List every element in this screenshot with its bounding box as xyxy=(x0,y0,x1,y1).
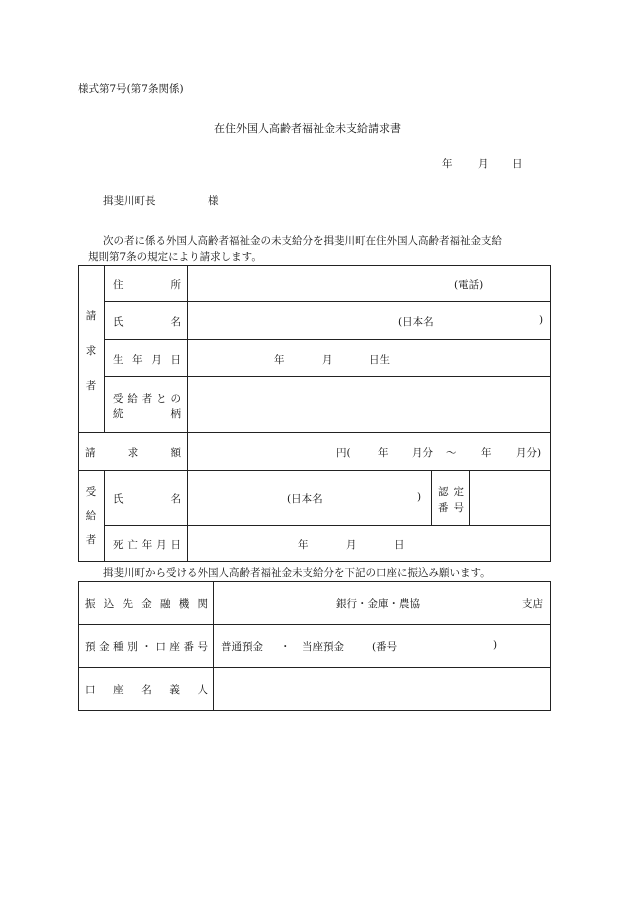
claimant-japanese-name-close: ) xyxy=(539,314,544,326)
certification-label-line-1: 認 定 xyxy=(438,486,464,498)
birth-month-label: 月 xyxy=(322,354,333,366)
intro-line-2: 規則第7条の規定により請求します。 xyxy=(88,251,262,263)
amount-month-1: 月分 xyxy=(412,447,433,459)
certification-label-line-2: 番 号 xyxy=(438,502,464,514)
death-day-label: 日 xyxy=(394,539,405,551)
claimant-name-label: 氏 名 xyxy=(113,316,181,328)
form-title: 在住外国人高齢者福祉金未支給請求書 xyxy=(214,122,401,135)
birth-day-label: 日生 xyxy=(369,354,390,366)
current-deposit-option: 当座預金 xyxy=(302,641,344,653)
recipient-japanese-name-close: ) xyxy=(417,491,422,503)
addressee-name: 揖斐川町長 xyxy=(103,195,156,207)
birthdate-label: 生 年 月 日 xyxy=(113,354,181,366)
account-type-label: 預 金 種 別 ・ 口 座 番 号 xyxy=(85,641,208,653)
death-month-label: 月 xyxy=(346,539,357,551)
claimant-group-char-1: 請 xyxy=(85,310,97,322)
transfer-notice: 揖斐川町から受ける外国人高齢者福祉金未支給分を下記の口座に振込み願います。 xyxy=(103,567,491,579)
account-number-close: ) xyxy=(493,639,498,651)
date-day-label: 日 xyxy=(512,158,523,170)
bank-institution-label: 振 込 先 金 融 機 関 xyxy=(85,598,208,610)
date-month-label: 月 xyxy=(478,158,489,170)
amount-tilde: ～ xyxy=(446,447,457,459)
recipient-name-label: 氏 名 xyxy=(113,493,181,505)
date-year-label: 年 xyxy=(442,158,453,170)
death-year-label: 年 xyxy=(298,539,309,551)
recipient-group-char-3: 者 xyxy=(85,534,97,546)
deposit-option-separator: ・ xyxy=(280,641,291,653)
account-number-open: (番号 xyxy=(372,641,398,653)
form-number: 様式第7号(第7条関係) xyxy=(78,83,184,95)
amount-yen-open: 円( xyxy=(336,447,351,459)
relation-label-line-1: 受 給 者 と の xyxy=(113,393,181,405)
account-holder-field[interactable] xyxy=(216,670,548,708)
birth-year-label: 年 xyxy=(274,354,285,366)
address-label: 住 所 xyxy=(113,279,181,291)
recipient-japanese-name-open: (日本名 xyxy=(287,493,323,505)
amount-year-2: 年 xyxy=(481,447,492,459)
certification-number-field[interactable] xyxy=(472,473,548,522)
relation-label-line-2: 続 柄 xyxy=(113,408,181,420)
account-holder-label: 口 座 名 義 人 xyxy=(85,684,208,696)
claimant-address-field[interactable] xyxy=(190,304,546,336)
phone-label: (電話) xyxy=(454,279,484,291)
amount-label: 請 求 額 xyxy=(85,447,181,459)
bank-institution-types: 銀行・金庫・農協 xyxy=(336,598,420,610)
amount-month-2: 月分) xyxy=(516,447,542,459)
death-date-label: 死 亡 年 月 日 xyxy=(113,539,181,551)
claimant-japanese-name-open: (日本名 xyxy=(398,316,434,328)
ordinary-deposit-option: 普通預金 xyxy=(221,641,263,653)
recipient-group-char-1: 受 xyxy=(85,486,97,498)
amount-year-1: 年 xyxy=(378,447,389,459)
claimant-group-char-2: 求 xyxy=(85,345,97,357)
claimant-group-char-3: 者 xyxy=(85,380,97,392)
intro-line-1: 次の者に係る外国人高齢者福祉金の未支給分を揖斐川町在住外国人高齢者福祉金支給 xyxy=(103,235,502,247)
addressee-honorific: 様 xyxy=(208,195,219,207)
recipient-group-char-2: 給 xyxy=(85,510,97,522)
bank-branch-label: 支店 xyxy=(522,598,543,610)
